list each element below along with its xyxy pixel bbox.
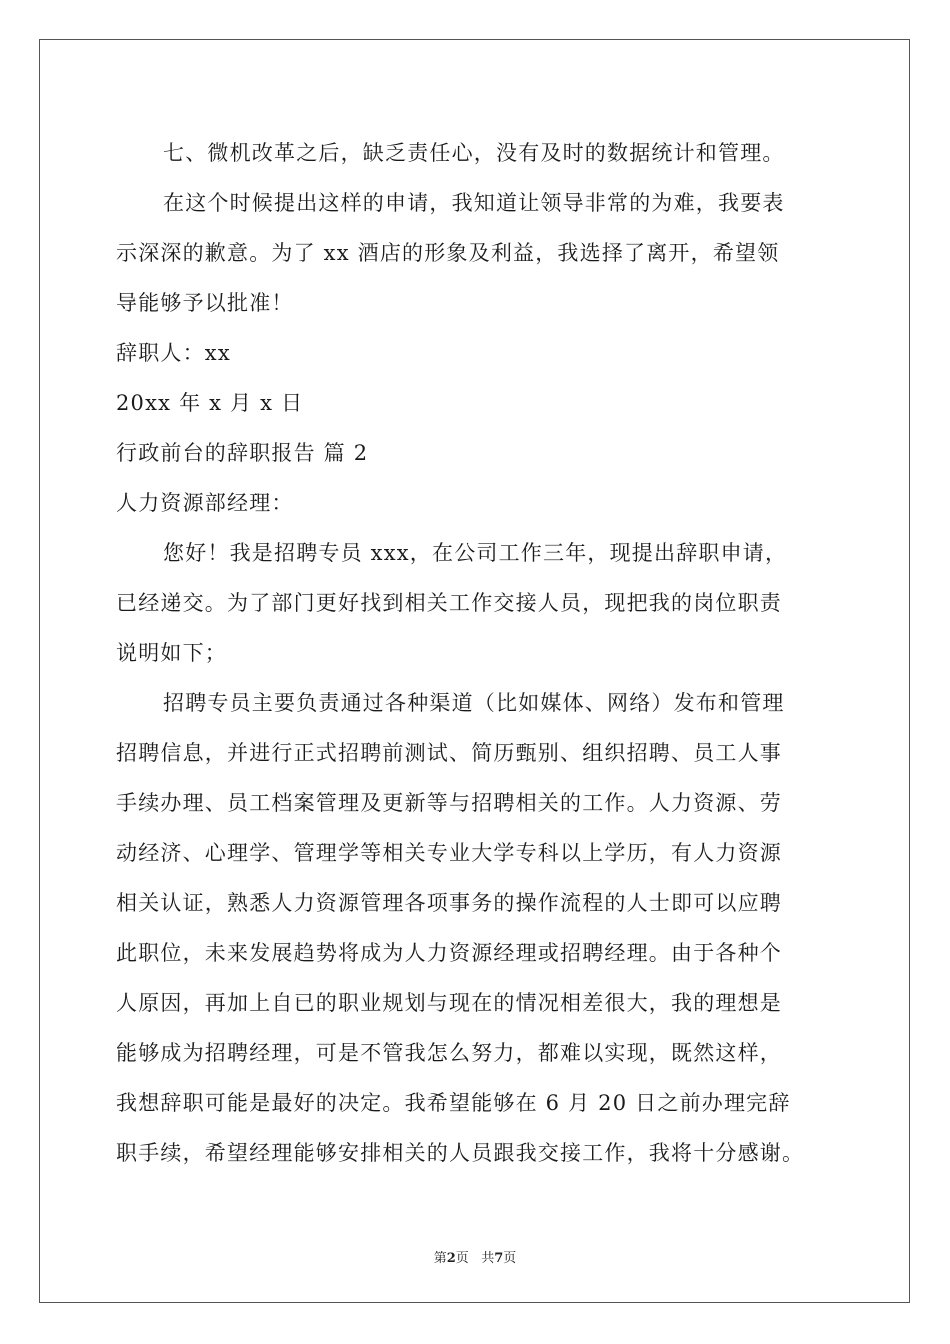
- text-line: 您好！我是招聘专员 xxx，在公司工作三年，现提出辞职申请，: [163, 541, 788, 565]
- text-line: 招聘信息，并进行正式招聘前测试、简历甄别、组织招聘、员工人事: [116, 741, 782, 765]
- text-line: 示深深的歉意。为了 xx 酒店的形象及利益，我选择了离开，希望领: [116, 241, 780, 265]
- text-line: 手续办理、员工档案管理及更新等与招聘相关的工作。人力资源、劳: [116, 791, 782, 815]
- text-line: 在这个时候提出这样的申请，我知道让领导非常的为难，我要表: [163, 191, 785, 215]
- document-body: [116, 128, 856, 1178]
- text-line: 招聘专员主要负责通过各种渠道（比如媒体、网络）发布和管理: [163, 691, 785, 715]
- text-line: 辞职人：xx: [116, 341, 231, 365]
- text-line: 动经济、心理学、管理学等相关专业大学专科以上学历，有人力资源: [116, 841, 782, 865]
- page-number: 2: [446, 1251, 456, 1266]
- text-line: 七、微机改革之后，缺乏责任心，没有及时的数据统计和管理。: [163, 141, 785, 165]
- text-line: 20xx 年 x 月 x 日: [116, 391, 304, 415]
- text-line: 此职位，未来发展趋势将成为人力资源经理或招聘经理。由于各种个: [116, 941, 782, 965]
- text-line: 职手续，希望经理能够安排相关的人员跟我交接工作，我将十分感谢。: [116, 1141, 805, 1165]
- total-prefix: 共: [481, 1251, 495, 1266]
- text-line: 说明如下；: [116, 641, 227, 665]
- text-line: 相关认证，熟悉人力资源管理各项事务的操作流程的人士即可以应聘: [116, 891, 782, 915]
- text-line: 已经递交。为了部门更好找到相关工作交接人员，现把我的岗位职责: [116, 591, 782, 615]
- text-line: 行政前台的辞职报告 篇 2: [116, 441, 369, 465]
- text-line: 我想辞职可能是最好的决定。我希望能够在 6 月 20 日之前办理完辞: [116, 1091, 791, 1115]
- page-footer: [0, 1247, 950, 1266]
- text-line: 人原因，再加上自已的职业规划与现在的情况相差很大，我的理想是: [116, 991, 782, 1015]
- text-line: 导能够予以批准！: [116, 291, 294, 315]
- total-suffix: 页: [503, 1251, 517, 1266]
- total-pages: 7: [494, 1251, 504, 1266]
- page-suffix: 页: [455, 1251, 469, 1266]
- text-line: 能够成为招聘经理，可是不管我怎么努力，都难以实现，既然这样，: [116, 1041, 782, 1065]
- text-line: 人力资源部经理：: [116, 491, 294, 515]
- page-prefix: 第: [433, 1251, 447, 1266]
